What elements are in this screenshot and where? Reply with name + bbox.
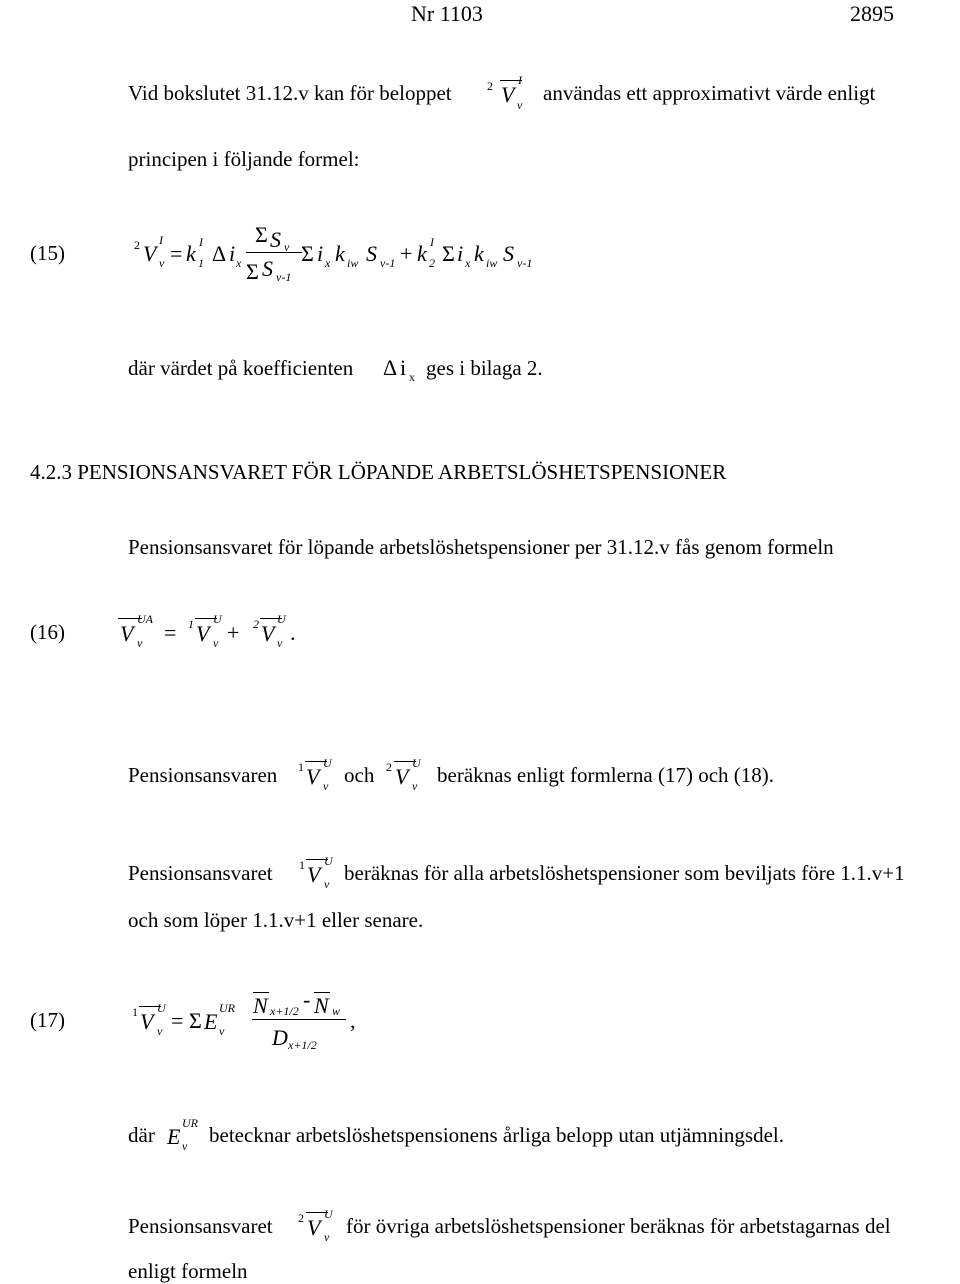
- paragraph-3-after: beräknas för alla arbetslöshetspensioner som beviljats före 1.1.v+1: [344, 861, 905, 885]
- equation-17-label: (17): [30, 1008, 65, 1032]
- section-heading: 4.2.3 PENSIONSANSVARET FÖR LÖPANDE ARBETSLÖSHETSPENSIONER: [30, 460, 727, 484]
- intro-text-after: användas ett approximativt värde enligt: [543, 81, 876, 105]
- issue-number: Nr 1103: [411, 1, 483, 26]
- paragraph-1: Pensionsansvaret för löpande arbetslöshetspensioner per 31.12.v fås genom formeln: [128, 535, 834, 559]
- intro-text-before: Vid bokslutet 31.12.v kan för beloppet: [128, 81, 452, 105]
- paragraph-5-after: för övriga arbetslöshetspensioner beräknas för arbetstagarnas del: [346, 1214, 891, 1238]
- note-15-before: där värdet på koefficienten: [128, 356, 354, 380]
- paragraph-4-after: betecknar arbetslöshetspensionens årliga belopp utan utjämningsdel.: [209, 1123, 785, 1147]
- equation-16-label: (16): [30, 620, 65, 644]
- paragraph-5-before: Pensionsansvaret: [128, 1214, 273, 1238]
- document-page: Nr 1103 2895 Vid bokslutet 31.12.v kan för beloppet 2 V I v användas ett approximativt värde enligt principen i följande formel: (15) 2 V I v = k I 1 Δ i x Σ S v Σ S v-1 Σ i x k iw S v-1 + k I 2 Σ i x k iw S v-1 där värdet på koefficienten Δ i x ges i bilaga 2. 4.2.3 PENSIONSANSVARET FÖR LÖPANDE ARBETSLÖSHETSPENSIONER Pensionsansvaret för löpande arbetslöshetspensioner per 31.12.v fås genom formeln (16) V UA v = 1 V U v + 2 V U v . Pensionsansvaren 1 V U v och 2 V U v beräknas enligt formlerna (17) och (18). Pensionsansvaret 1 V U v beräknas för alla arbetslöshetspensioner som beviljats före 1.1.v+1 och som löper 1.1.v+1 eller senare. (17) 1 V U v = Σ E UR v N x+1/2 - N w D x+1/2 , där E UR v betecknar arbetslöshetspensionens årliga belopp utan utjämningsdel. Pensionsansvaret 2 V U v för övriga arbetslöshetspensioner beräknas för arbetstagarnas del enligt formeln: [30, 1, 905, 1283]
- page-number: 2895: [850, 1, 894, 26]
- paragraph-3-before: Pensionsansvaret: [128, 861, 273, 885]
- paragraph-3-line2: och som löper 1.1.v+1 eller senare.: [128, 908, 424, 932]
- paragraph-2-before: Pensionsansvaren: [128, 763, 278, 787]
- equation-15-label: (15): [30, 241, 65, 265]
- paragraph-4-before: där: [128, 1123, 155, 1147]
- paragraph-2-middle: och: [344, 763, 375, 787]
- note-15-after: ges i bilaga 2.: [426, 356, 543, 380]
- paragraph-5-line2: enligt formeln: [128, 1259, 248, 1283]
- intro-text-line2: principen i följande formel:: [128, 147, 360, 171]
- paragraph-2-after: beräknas enligt formlerna (17) och (18).: [437, 763, 775, 787]
